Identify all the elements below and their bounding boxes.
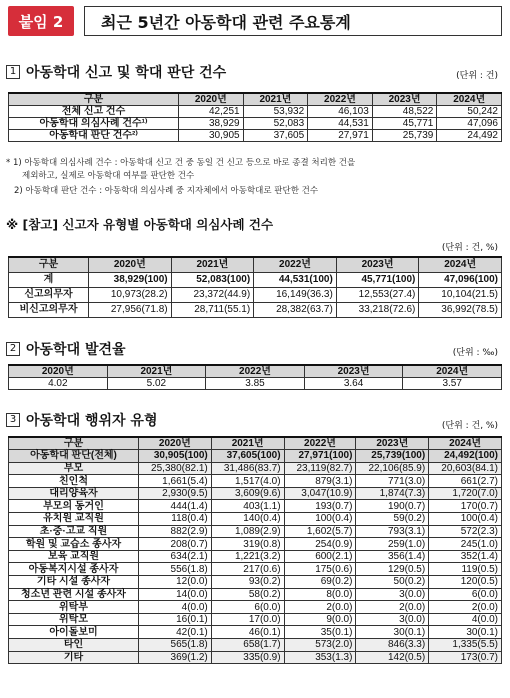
table-cell: 52,083 — [243, 118, 308, 130]
table-row — [9, 613, 502, 626]
table-cell: 600(2.1) — [284, 550, 356, 563]
table-cell: 16(0.1) — [139, 613, 212, 626]
perpetrator-type-table — [8, 436, 502, 664]
row-label: 부모의 동거인 — [9, 500, 139, 513]
table-cell: 31,486(83.7) — [211, 462, 284, 475]
section-title: 아동학대 신고 및 학대 판단 건수 — [26, 65, 227, 81]
table-cell: 353(1.3) — [284, 651, 356, 664]
table-cell: 1,661(5.4) — [139, 475, 212, 488]
section-1-heading — [6, 62, 226, 82]
table-row — [9, 651, 502, 664]
header-row — [9, 257, 502, 272]
table-cell: 661(2.7) — [429, 475, 502, 488]
table-cell: 118(0.4) — [139, 513, 212, 526]
table-row — [9, 639, 502, 652]
table-cell: 352(1.4) — [429, 550, 502, 563]
table-row — [9, 475, 502, 488]
column-header: 2021년 — [243, 93, 308, 106]
table-cell: 33,218(72.6) — [336, 302, 419, 317]
table-cell: 129(0.5) — [356, 563, 429, 576]
table-row — [9, 550, 502, 563]
detection-rate-table — [8, 364, 502, 390]
column-header: 구분 — [9, 257, 89, 272]
row-label: 아동학대 판단 건수²⁾ — [9, 130, 179, 142]
footnote-2: 2) 아동학대 판단 건수 : 아동학대 의심사례 중 지자체에서 아동학대로 판단한 건수 — [14, 186, 319, 196]
table-cell: 27,956(71.8) — [89, 302, 172, 317]
column-header: 2021년 — [171, 257, 254, 272]
row-label: 친인척 — [9, 475, 139, 488]
table-cell: 217(0.6) — [211, 563, 284, 576]
table-cell: 245(1.0) — [429, 538, 502, 551]
section-title: 아동학대 발견율 — [26, 342, 126, 358]
table-cell: 565(1.8) — [139, 639, 212, 652]
row-label: 초·중·고교 직원 — [9, 525, 139, 538]
table-cell: 4(0.0) — [139, 601, 212, 614]
table-cell: 119(0.5) — [429, 563, 502, 576]
row-label: 비신고의무자 — [9, 302, 89, 317]
table-cell: 17(0.0) — [211, 613, 284, 626]
row-label: 기타 시설 종사자 — [9, 576, 139, 589]
column-header: 2023년 — [372, 93, 437, 106]
table-cell: 572(2.3) — [429, 525, 502, 538]
table-cell: 6(0.0) — [429, 588, 502, 601]
table-row — [9, 272, 502, 287]
table-row — [9, 513, 502, 526]
table-cell: 47,096 — [437, 118, 502, 130]
row-label: 대리양육자 — [9, 487, 139, 500]
table-row — [9, 626, 502, 639]
section-2-unit: (단위 : ‰) — [452, 348, 498, 358]
table-cell: 1,874(7.3) — [356, 487, 429, 500]
row-label: 보육 교직원 — [9, 550, 139, 563]
table-cell: 45,771(100) — [336, 272, 419, 287]
row-label: 청소년 관련 시설 종사자 — [9, 588, 139, 601]
header-row — [9, 437, 502, 450]
table-cell: 38,929 — [179, 118, 244, 130]
table-cell: 45,771 — [372, 118, 437, 130]
column-header: 2022년 — [206, 365, 305, 378]
table-row — [9, 525, 502, 538]
column-header: 2024년 — [419, 257, 502, 272]
table-cell: 10,973(28.2) — [89, 287, 172, 302]
table-cell: 16,149(36.3) — [254, 287, 337, 302]
table-cell: 59(0.2) — [356, 513, 429, 526]
table-cell: 444(1.4) — [139, 500, 212, 513]
row-label: 유치원 교직원 — [9, 513, 139, 526]
table-cell: 23,119(82.7) — [284, 462, 356, 475]
table-row — [9, 302, 502, 317]
table-cell: 10,104(21.5) — [419, 287, 502, 302]
table-cell: 208(0.7) — [139, 538, 212, 551]
column-header: 2021년 — [211, 437, 284, 450]
table-cell: 42(0.1) — [139, 626, 212, 639]
table-cell: 846(3.3) — [356, 639, 429, 652]
table-row — [9, 287, 502, 302]
reference-unit: (단위 : 건, %) — [441, 243, 498, 253]
section-3-heading — [6, 410, 157, 430]
table-cell: 12,553(27.4) — [336, 287, 419, 302]
table-cell: 403(1.1) — [211, 500, 284, 513]
table-cell: 335(0.9) — [211, 651, 284, 664]
table-cell: 52,083(100) — [171, 272, 254, 287]
header-row — [9, 93, 502, 106]
row-label: 아이돌보미 — [9, 626, 139, 639]
table-cell: 120(0.5) — [429, 576, 502, 589]
table-cell: 1,720(7.0) — [429, 487, 502, 500]
table-cell: 46,103 — [308, 106, 373, 118]
table-row — [9, 106, 502, 118]
table-cell: 193(0.7) — [284, 500, 356, 513]
table-row — [9, 500, 502, 513]
table-cell: 25,739(100) — [356, 450, 429, 463]
table-cell: 1,089(2.9) — [211, 525, 284, 538]
row-label: 계 — [9, 272, 89, 287]
table-cell: 658(1.7) — [211, 639, 284, 652]
column-header: 구분 — [9, 93, 179, 106]
column-header: 2022년 — [308, 93, 373, 106]
table-cell: 30(0.1) — [429, 626, 502, 639]
table-cell: 27,971(100) — [284, 450, 356, 463]
table-cell: 36,992(78.5) — [419, 302, 502, 317]
table-cell: 3.57 — [403, 378, 502, 390]
table-cell: 58(0.2) — [211, 588, 284, 601]
table-cell: 771(3.0) — [356, 475, 429, 488]
table-cell: 573(2.0) — [284, 639, 356, 652]
table-cell: 2,930(9.5) — [139, 487, 212, 500]
column-header: 2020년 — [89, 257, 172, 272]
table-cell: 14(0.0) — [139, 588, 212, 601]
table-row — [9, 588, 502, 601]
table-cell: 37,605(100) — [211, 450, 284, 463]
table-cell: 12(0.0) — [139, 576, 212, 589]
table-cell: 1,517(4.0) — [211, 475, 284, 488]
report-count-table — [8, 92, 502, 142]
table-cell: 319(0.8) — [211, 538, 284, 551]
table-cell: 175(0.6) — [284, 563, 356, 576]
footnote-1-cont: 제외하고, 실제로 아동학대 여부를 판단한 건수 — [22, 171, 195, 181]
section-title: 아동학대 행위자 유형 — [26, 413, 158, 429]
table-row — [9, 450, 502, 463]
row-label: 전체 신고 건수 — [9, 106, 179, 118]
table-cell: 9(0.0) — [284, 613, 356, 626]
title-bar — [8, 6, 502, 36]
table-cell: 20,603(84.1) — [429, 462, 502, 475]
row-label: 타인 — [9, 639, 139, 652]
table-cell: 190(0.7) — [356, 500, 429, 513]
section-3-unit: (단위 : 건, %) — [441, 421, 498, 431]
table-cell: 48,522 — [372, 106, 437, 118]
column-header: 2020년 — [9, 365, 108, 378]
table-cell: 28,711(55.1) — [171, 302, 254, 317]
table-cell: 44,531(100) — [254, 272, 337, 287]
table-cell: 25,739 — [372, 130, 437, 142]
table-cell: 3.85 — [206, 378, 305, 390]
table-cell: 173(0.7) — [429, 651, 502, 664]
table-cell: 4.02 — [9, 378, 108, 390]
table-cell: 37,605 — [243, 130, 308, 142]
section-1-unit: (단위 : 건) — [456, 71, 498, 81]
table-row — [9, 563, 502, 576]
section-number: 3 — [6, 413, 20, 427]
table-cell: 3.64 — [304, 378, 403, 390]
table-cell: 50(0.2) — [356, 576, 429, 589]
table-cell: 100(0.4) — [284, 513, 356, 526]
section-number: 2 — [6, 342, 20, 356]
attachment-tag: 붙임 2 — [8, 6, 74, 36]
column-header: 2022년 — [284, 437, 356, 450]
column-header: 2024년 — [429, 437, 502, 450]
table-cell: 2(0.0) — [429, 601, 502, 614]
row-label: 아동학대 판단(전체) — [9, 450, 139, 463]
table-cell: 1,335(5.5) — [429, 639, 502, 652]
column-header: 2023년 — [356, 437, 429, 450]
table-cell: 42,251 — [179, 106, 244, 118]
page-title: 최근 5년간 아동학대 관련 주요통계 — [84, 6, 502, 36]
row-label: 아동학대 의심사례 건수¹⁾ — [9, 118, 179, 130]
section-number: 1 — [6, 65, 20, 79]
table-cell: 27,971 — [308, 130, 373, 142]
table-cell: 44,531 — [308, 118, 373, 130]
table-cell: 93(0.2) — [211, 576, 284, 589]
table-cell: 3(0.0) — [356, 588, 429, 601]
table-cell: 22,106(85.9) — [356, 462, 429, 475]
reporter-type-table — [8, 256, 502, 318]
column-header: 2024년 — [403, 365, 502, 378]
row-label: 아동복지시설 종사자 — [9, 563, 139, 576]
column-header: 2021년 — [107, 365, 206, 378]
table-row — [9, 487, 502, 500]
table-row — [9, 576, 502, 589]
table-cell: 24,492 — [437, 130, 502, 142]
header-row — [9, 365, 502, 378]
column-header: 2023년 — [304, 365, 403, 378]
table-cell: 254(0.9) — [284, 538, 356, 551]
row-label: 학원 및 교습소 종사자 — [9, 538, 139, 551]
table-cell: 556(1.8) — [139, 563, 212, 576]
reference-heading: ※ [참고] 신고자 유형별 아동학대 의심사례 건수 — [6, 217, 274, 232]
footnote-1: * 1) 아동학대 의심사례 건수 : 아동학대 신고 건 중 동일 건 신고 등으로 바로 종결 처리한 건을 — [6, 158, 356, 168]
table-cell: 24,492(100) — [429, 450, 502, 463]
table-cell: 3(0.0) — [356, 613, 429, 626]
column-header: 2024년 — [437, 93, 502, 106]
table-cell: 30,905(100) — [139, 450, 212, 463]
table-cell: 8(0.0) — [284, 588, 356, 601]
table-row — [9, 538, 502, 551]
table-cell: 25,380(82.1) — [139, 462, 212, 475]
table-row — [9, 378, 502, 390]
table-cell: 2(0.0) — [356, 601, 429, 614]
table-cell: 3,047(10.9) — [284, 487, 356, 500]
row-label: 신고의무자 — [9, 287, 89, 302]
table-row — [9, 130, 502, 142]
table-cell: 3,609(9.6) — [211, 487, 284, 500]
table-cell: 35(0.1) — [284, 626, 356, 639]
row-label: 위탁모 — [9, 613, 139, 626]
table-cell: 69(0.2) — [284, 576, 356, 589]
table-cell: 1,221(3.2) — [211, 550, 284, 563]
row-label: 기타 — [9, 651, 139, 664]
table-cell: 1,602(5.7) — [284, 525, 356, 538]
column-header: 2020년 — [179, 93, 244, 106]
table-cell: 50,242 — [437, 106, 502, 118]
table-cell: 30(0.1) — [356, 626, 429, 639]
column-header: 2020년 — [139, 437, 212, 450]
table-cell: 356(1.4) — [356, 550, 429, 563]
table-cell: 46(0.1) — [211, 626, 284, 639]
table-cell: 369(1.2) — [139, 651, 212, 664]
table-cell: 793(3.1) — [356, 525, 429, 538]
column-header: 2022년 — [254, 257, 337, 272]
table-cell: 5.02 — [107, 378, 206, 390]
table-cell: 170(0.7) — [429, 500, 502, 513]
table-cell: 2(0.0) — [284, 601, 356, 614]
row-label: 위탁부 — [9, 601, 139, 614]
table-cell: 38,929(100) — [89, 272, 172, 287]
table-cell: 634(2.1) — [139, 550, 212, 563]
table-row — [9, 601, 502, 614]
table-cell: 53,932 — [243, 106, 308, 118]
row-label: 부모 — [9, 462, 139, 475]
table-cell: 142(0.5) — [356, 651, 429, 664]
table-cell: 879(3.1) — [284, 475, 356, 488]
table-cell: 140(0.4) — [211, 513, 284, 526]
column-header: 구분 — [9, 437, 139, 450]
table-cell: 882(2.9) — [139, 525, 212, 538]
section-2-heading — [6, 339, 126, 359]
table-cell: 23,372(44.9) — [171, 287, 254, 302]
table-cell: 30,905 — [179, 130, 244, 142]
table-row — [9, 462, 502, 475]
table-cell: 6(0.0) — [211, 601, 284, 614]
table-cell: 259(1.0) — [356, 538, 429, 551]
table-row — [9, 118, 502, 130]
table-cell: 28,382(63.7) — [254, 302, 337, 317]
table-cell: 4(0.0) — [429, 613, 502, 626]
table-cell: 47,096(100) — [419, 272, 502, 287]
column-header: 2023년 — [336, 257, 419, 272]
table-cell: 100(0.4) — [429, 513, 502, 526]
